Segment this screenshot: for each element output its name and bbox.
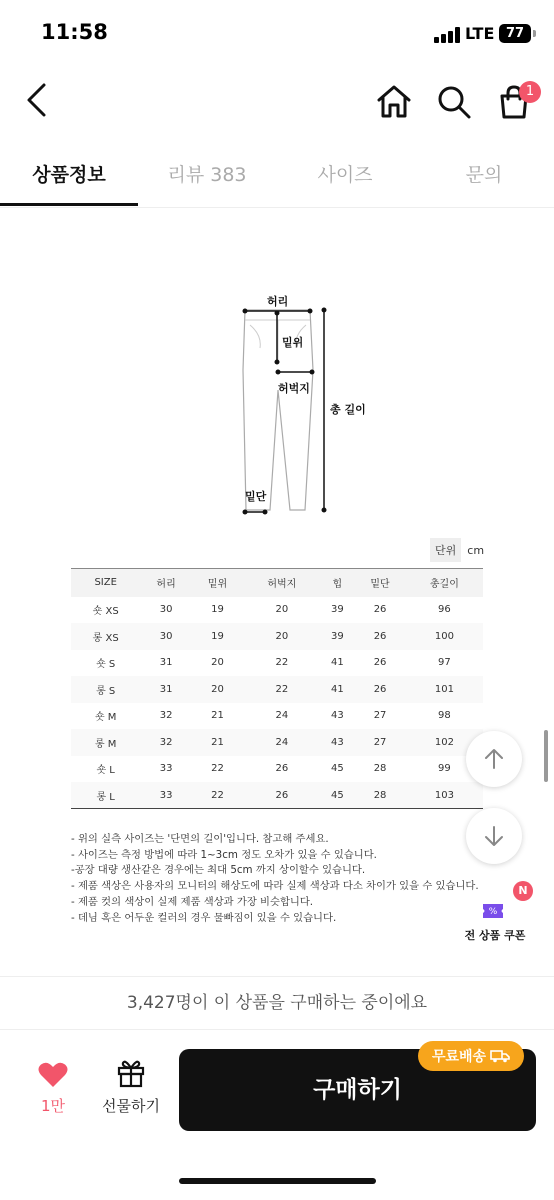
size-name-cell: 숏 XS [92, 606, 119, 618]
table-cell: 41 [320, 676, 354, 703]
free-shipping-label: 무료배송 [431, 1049, 487, 1065]
like-button[interactable] [30, 1061, 76, 1116]
status-time: 11:58 [41, 20, 108, 44]
table-row [71, 650, 483, 677]
size-name-cell: 숏 M [94, 712, 117, 724]
active-tab-underline [0, 203, 138, 206]
table-cell: 103 [406, 782, 483, 809]
size-name-cell: 숏 L [96, 765, 115, 777]
signal-icon [434, 27, 460, 43]
label-hem: 밑단 [245, 490, 267, 503]
table-row [71, 756, 483, 783]
tab-inquiry[interactable]: 문의 [465, 164, 503, 186]
table-header-row [71, 569, 483, 597]
table-cell: 27 [373, 710, 387, 722]
coupon-label: 전 상품 쿠폰 [464, 929, 526, 942]
table-cell: 20 [192, 676, 243, 703]
purchase-count-text: 3,427명이 이 상품을 구매하는 중이에요 [0, 976, 554, 1030]
note-line: - 위의 실측 사이즈는 '단면의 길이'입니다. 참고해 주세요. [71, 833, 329, 845]
table-cell: 28 [373, 763, 387, 775]
table-cell: 19 [211, 604, 224, 616]
table-cell: 100 [406, 623, 483, 650]
table-cell: 24 [243, 729, 320, 756]
table-cell: 20 [243, 623, 320, 650]
table-cell: 97 [438, 657, 451, 669]
tab-reviews[interactable]: 리뷰 383 [167, 164, 247, 186]
gift-label: 선물하기 [102, 1097, 160, 1115]
label-rise: 밑위 [282, 336, 304, 349]
table-cell: 96 [438, 604, 451, 616]
free-shipping-badge [418, 1041, 524, 1071]
table-cell: 26 [354, 623, 405, 650]
table-cell: 22 [275, 657, 289, 669]
table-row [71, 597, 483, 624]
table-cell: 32 [159, 710, 173, 722]
header [0, 66, 554, 136]
tab-bar [0, 136, 554, 208]
unit-key: 단위 [430, 538, 461, 562]
status-bar [0, 0, 554, 66]
table-cell: 22 [211, 763, 224, 775]
home-indicator [179, 1178, 376, 1184]
table-header: SIZE [71, 569, 140, 597]
back-icon[interactable] [18, 80, 54, 120]
svg-text:%: % [488, 907, 498, 917]
table-cell: 33 [140, 782, 191, 809]
table-cell: 21 [192, 729, 243, 756]
table-cell: 26 [243, 782, 320, 809]
table-row [71, 623, 483, 650]
like-count: 1만 [40, 1097, 66, 1115]
table-cell: 26 [373, 604, 387, 616]
label-waist: 허리 [267, 295, 289, 308]
label-total-length: 총 길이 [330, 403, 366, 416]
scroll-up-button[interactable] [466, 731, 522, 787]
size-name-cell: 롱 L [71, 782, 140, 809]
table-cell: 20 [211, 657, 224, 669]
table-cell: 39 [320, 623, 354, 650]
table-cell: 32 [140, 729, 191, 756]
table-header: 밑단 [354, 569, 405, 597]
new-badge: N [513, 881, 533, 901]
bottom-action-bar [0, 1031, 554, 1200]
table-cell: 26 [373, 657, 387, 669]
table-cell: 20 [275, 604, 289, 616]
pants-measurement-diagram [190, 280, 380, 520]
table-cell: 31 [140, 676, 191, 703]
table-header: 힙 [320, 569, 354, 597]
table-cell: 22 [192, 782, 243, 809]
note-line: - 사이즈는 측정 방법에 따라 1~3cm 정도 오차가 있을 수 있습니다. [71, 848, 377, 861]
table-cell: 45 [331, 763, 344, 775]
table-cell: 39 [331, 604, 344, 616]
buy-button[interactable]: 구매하기 [179, 1049, 536, 1131]
note-line: - 데님 혹은 어두운 컬러의 경우 물빠짐이 있을 수 있습니다. [71, 911, 337, 924]
table-cell: 21 [211, 710, 224, 722]
table-cell: 43 [320, 729, 354, 756]
unit-value: cm [467, 543, 485, 557]
arrow-up-icon [482, 747, 506, 771]
cart-count-badge: 1 [519, 81, 541, 103]
arrow-down-icon [482, 824, 506, 848]
tab-product-info[interactable]: 상품정보 [32, 164, 106, 186]
table-cell: 19 [192, 623, 243, 650]
home-icon[interactable] [372, 80, 416, 124]
coupon-icon [481, 900, 505, 922]
table-cell: 30 [159, 604, 173, 616]
table-cell: 22 [243, 676, 320, 703]
table-row [71, 676, 483, 703]
heart-icon [38, 1061, 68, 1089]
gift-icon [115, 1057, 147, 1089]
table-cell: 30 [140, 623, 191, 650]
table-cell: 41 [331, 657, 344, 669]
table-cell: 98 [438, 710, 451, 722]
tab-size[interactable]: 사이즈 [317, 164, 373, 186]
table-cell: 27 [354, 729, 405, 756]
table-cell: 26 [275, 763, 289, 775]
note-line: - 제품 색상은 사용자의 모니터의 해상도에 따라 실제 색상과 다소 차이가 있을 수 있습니다. [71, 880, 479, 893]
table-cell: 24 [275, 710, 289, 722]
table-cell: 43 [331, 710, 344, 722]
search-icon[interactable] [432, 80, 476, 124]
size-name-cell: 롱 S [71, 676, 140, 703]
table-cell: 31 [159, 657, 173, 669]
table-cell: 28 [354, 782, 405, 809]
note-line: - 제품 컷의 색상이 실제 제품 색상과 가장 비슷합니다. [71, 895, 314, 908]
table-cell: 33 [159, 763, 173, 775]
table-cell: 26 [354, 676, 405, 703]
size-notes [71, 832, 491, 926]
table-header: 허벅지 [243, 569, 320, 597]
battery-icon: 77 [499, 24, 531, 43]
battery-nub [533, 30, 536, 37]
unit-indicator [430, 538, 484, 562]
table-row [71, 703, 483, 730]
size-table [71, 568, 483, 809]
table-cell: 99 [438, 763, 451, 775]
gift-button[interactable] [96, 1057, 166, 1116]
network-type: LTE [465, 24, 495, 43]
table-cell: 102 [406, 729, 483, 756]
table-row [71, 729, 483, 756]
table-cell: 45 [320, 782, 354, 809]
note-line: -공장 대량 생산같은 경우에는 최대 5cm 까지 상이할수 있습니다. [71, 864, 366, 877]
table-header: 총길이 [406, 569, 483, 597]
table-row [71, 782, 483, 809]
table-header: 밑위 [192, 569, 243, 597]
size-name-cell: 롱 XS [71, 623, 140, 650]
size-name-cell: 롱 M [71, 729, 140, 756]
label-thigh: 허벅지 [278, 382, 310, 395]
table-header: 허리 [140, 569, 191, 597]
scrollbar[interactable] [544, 730, 548, 782]
truck-icon [490, 1048, 510, 1064]
pants-illustration [190, 280, 380, 520]
table-cell: 101 [406, 676, 483, 703]
scroll-down-button[interactable] [466, 808, 522, 864]
size-name-cell: 숏 S [96, 659, 116, 671]
